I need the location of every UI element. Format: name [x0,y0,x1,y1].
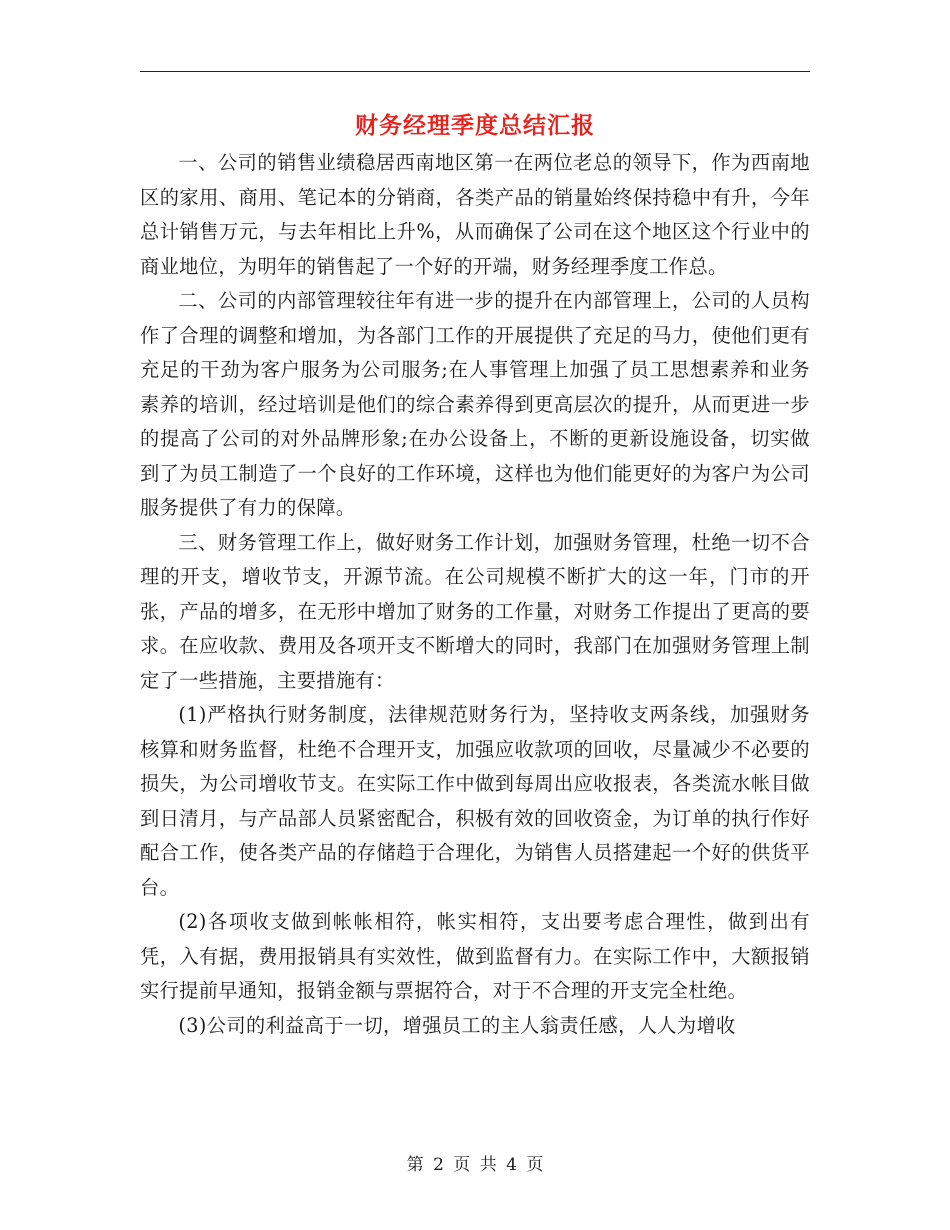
paragraph-sales-performance: 一、公司的销售业绩稳居西南地区第一在两位老总的领导下，作为西南地区的家用、商用、笔记本的分销商，各类产品的销量始终保持稳中有升，今年总计销售万元，与去年相比上升%，从而确保了公司在这个地区这个行业中的商业地位，为明年的销售起了一个好的开端，财务经理季度工作总。 [140,151,810,278]
page-number-footer: 第 2 页 共 4 页 [406,1155,544,1175]
paragraph-measure-3: (3)公司的利益高于一切，增强员工的主人翁责任感，人人为增收 [178,1013,736,1037]
document-body [140,146,810,1043]
document-title: 财务经理季度总结汇报 [355,112,595,139]
paragraph-measure-1: (1)严格执行财务制度，法律规范财务行为，坚持收支两条线，加强财务核算和财务监督，杜绝不合理开支，加强应收款项的回收，尽量减少不必要的损失，为公司增收节支。在实际工作中做到每周出应收报表，各类流水帐目做到日清月，与产品部人员紧密配合，积极有效的回收资金，为订单的执行作好配合工作，使各类产品的存储趋于合理化，为销售人员搭建起一个好的供货平台。 [140,703,810,899]
header-rule [140,71,810,72]
paragraph-measure-2: (2)各项收支做到帐帐相符，帐实相符，支出要考虑合理性，做到出有凭，入有据，费用报销具有实效性，做到监督有力。在实际工作中，大额报销实行提前早通知，报销金额与票据符合，对于不合理的开支完全杜绝。 [140,910,810,1002]
paragraph-internal-management: 二、公司的内部管理较往年有进一步的提升在内部管理上，公司的人员构作了合理的调整和增加，为各部门工作的开展提供了充足的马力，使他们更有充足的干劲为客户服务为公司服务;在人事管理上加强了员工思想素养和业务素养的培训，经过培训是他们的综合素养得到更高层次的提升，从而更进一步的提高了公司的对外品牌形象;在办公设备上，不断的更新设施设备，切实做到了为员工制造了一个良好的工作环境，这样也为他们能更好的为客户为公司服务提供了有力的保障。 [140,289,810,519]
paragraph-financial-management: 三、财务管理工作上，做好财务工作计划，加强财务管理，杜绝一切不合理的开支，增收节支，开源节流。在公司规模不断扩大的这一年，门市的开张，产品的增多，在无形中增加了财务的工作量，对财务工作提出了更高的要求。在应收款、费用及各项开支不断增大的同时，我部门在加强财务管理上制定了一些措施，主要措施有： [140,530,810,692]
